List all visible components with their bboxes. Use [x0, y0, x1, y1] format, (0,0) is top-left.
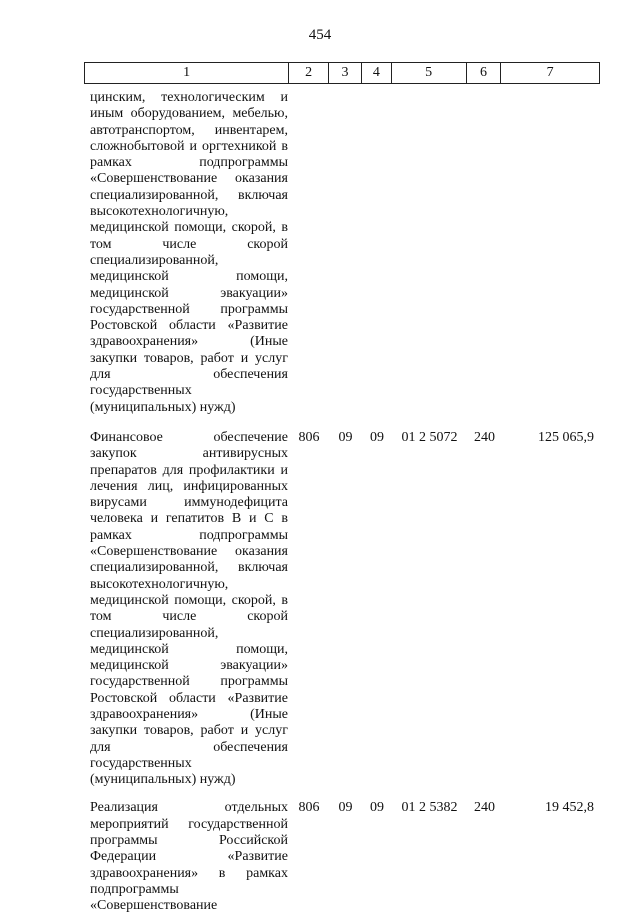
row-rz: 09	[338, 429, 353, 445]
header-col-1: 1	[85, 63, 289, 83]
row-name: цинским, технологическим и иным оборудованием, мебелью, автотранспортом, инвентарем, сложнобытовой и оргтехникой в рамках подпрограммы «Совершенствование оказания специализированной, включая высокотехнологичную, медицинской помощи, скорой, в том числе скорой специализированной, медицинской помощи, медицинской эвакуации» государственной программы Ростовской области «Развитие здравоохранения» (Иные закупки товаров, работ и услуг для обеспечения государственных (муниципальных) нужд)	[90, 90, 288, 415]
table-row	[84, 800, 600, 914]
row-csr: 01 2 5382	[401, 800, 458, 816]
table-row	[84, 90, 600, 416]
header-col-4: 4	[362, 63, 392, 83]
table-row	[84, 430, 600, 789]
row-pr: 09	[370, 429, 384, 445]
row-pr: 09	[370, 800, 384, 816]
header-col-6: 6	[467, 63, 502, 83]
row-ved: 806	[298, 429, 320, 445]
header-col-2: 2	[289, 63, 329, 83]
row-rz: 09	[338, 800, 353, 816]
row-sum: 19 452,8	[545, 800, 594, 816]
table-header-row	[84, 62, 600, 84]
budget-table	[84, 62, 600, 915]
row-sum: 125 065,9	[538, 429, 594, 445]
header-col-7: 7	[546, 65, 554, 80]
row-name: Финансовое обеспечение закупок антивирусных препаратов для профилактики и лечения лиц, инфицированных вирусами иммунодефицита человека и гепатитов В и С в рамках подпрограммы «Совершенствование оказания специализированной, включая высокотехнологичную, медицинской помощи, скорой, в том числе скорой специализированной, медицинской помощи, медицинской эвакуации» государственной программы Ростовской области «Развитие здравоохранения» (Иные закупки товаров, работ и услуг для обеспечения государственных (муниципальных) нужд)	[90, 429, 288, 788]
row-ved: 806	[298, 800, 320, 816]
header-col-5: 5	[392, 63, 467, 83]
row-vr: 240	[474, 800, 495, 816]
page-number: 454	[308, 27, 332, 43]
header-col-3: 3	[329, 63, 362, 83]
row-name: Реализация отдельных мероприятий государственной программы Российской Федерации «Развитие здравоохранения» в рамках подпрограммы «Совершенствование	[90, 800, 288, 914]
row-vr: 240	[474, 429, 495, 445]
row-csr: 01 2 5072	[401, 429, 458, 445]
